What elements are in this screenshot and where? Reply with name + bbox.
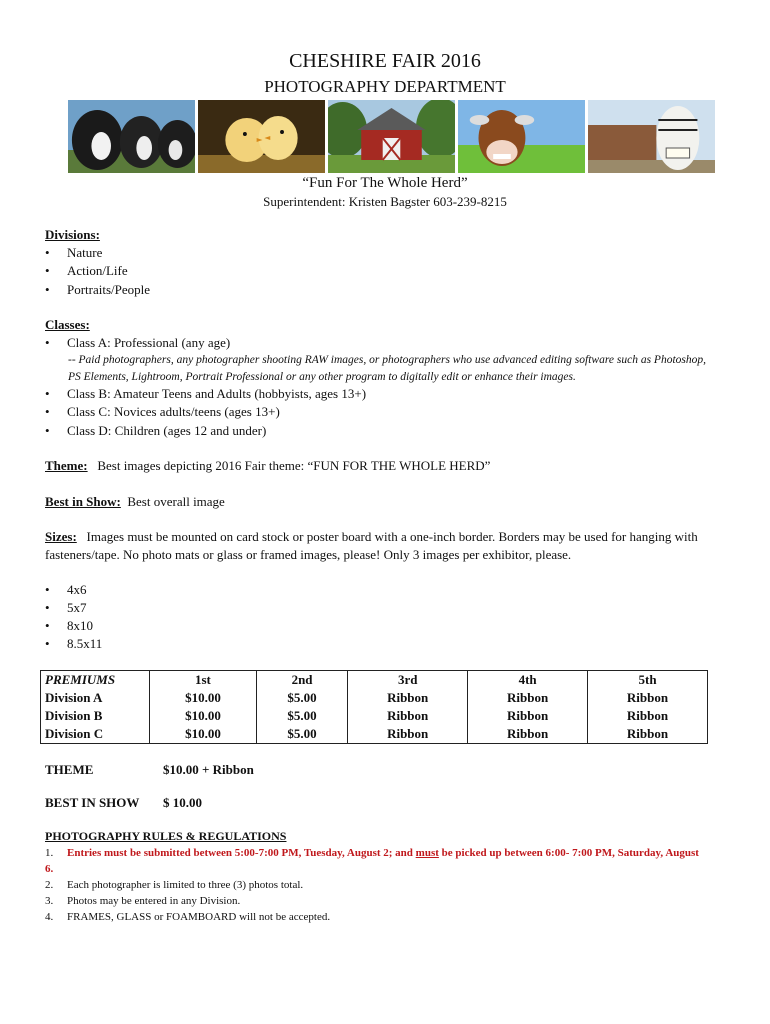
best-in-show-paragraph: Best in Show: Best overall image [45, 494, 225, 509]
table-cell: Division B [41, 707, 150, 725]
table-cell: Division A [41, 689, 150, 707]
chicks-photo [198, 100, 325, 173]
page-subtitle: PHOTOGRAPHY DEPARTMENT [264, 77, 506, 96]
bullet-icon: • [45, 423, 50, 438]
list-item: • Nature [45, 245, 103, 260]
table-header-row [41, 671, 708, 690]
table-cell: $10.00 [150, 725, 257, 744]
table-header-cell: 2nd [256, 671, 347, 690]
bullet-icon: • [45, 582, 50, 597]
divisions-heading: Divisions: [45, 227, 100, 242]
rule-item: 4. FRAMES, GLASS or FOAMBOARD will not be accepted. [45, 911, 331, 923]
theme-premium-value: $10.00 + Ribbon [163, 762, 254, 777]
table-header-cell: 5th [588, 671, 708, 690]
rule-item: 2. Each photographer is limited to three (3) photos total. [45, 879, 304, 891]
class-a-note: -- Paid photographers, any photographer shooting RAW images, or photographers who use advanced editing software such as Photoshop, PS Elements, Lightroom, Portrait Professional or any other program to digitally edit or enhance their images. [68, 354, 706, 383]
table-cell: Ribbon [468, 689, 588, 707]
bullet-icon: • [45, 618, 50, 633]
table-cell: Ribbon [348, 725, 468, 744]
table-row [41, 707, 708, 725]
list-item: • 8x10 [45, 618, 93, 633]
list-item: • Class D: Children (ages 12 and under) [45, 423, 267, 438]
page-title: CHESHIRE FAIR 2016 [289, 50, 481, 72]
red-barn-photo [328, 100, 455, 173]
rule-item: 3. Photos may be entered in any Division. [45, 895, 241, 907]
bullet-icon: • [45, 600, 50, 615]
list-item: • Class A: Professional (any age) [45, 335, 231, 350]
table-cell: Ribbon [348, 707, 468, 725]
bullet-icon: • [45, 245, 50, 260]
bullet-icon: • [45, 386, 50, 401]
table-cell: Ribbon [348, 689, 468, 707]
rules-heading: PHOTOGRAPHY RULES & REGULATIONS [45, 829, 287, 843]
table-header-cell: 4th [468, 671, 588, 690]
best-in-show-label: Best in Show: [45, 494, 121, 509]
cows-photo [68, 100, 195, 173]
bullet-icon: • [45, 335, 50, 350]
superintendent-info: Superintendent: Kristen Bagster 603-239-8215 [263, 194, 507, 209]
table-header-cell: PREMIUMS [41, 671, 150, 690]
horse-photo [588, 100, 715, 173]
premiums-table [40, 670, 708, 744]
tagline: “Fun For The Whole Herd” [302, 175, 468, 191]
table-cell: Ribbon [588, 689, 708, 707]
bullet-icon: • [45, 404, 50, 419]
table-row [41, 725, 708, 744]
table-cell: $5.00 [256, 725, 347, 744]
table-cell: Ribbon [468, 707, 588, 725]
theme-label: Theme: [45, 458, 88, 473]
list-item: • 4x6 [45, 582, 87, 597]
table-row [41, 689, 708, 707]
bullet-icon: • [45, 263, 50, 278]
table-cell: Ribbon [588, 725, 708, 744]
classes-heading: Classes: [45, 317, 90, 332]
list-item: • Portraits/People [45, 282, 151, 297]
photo-banner [68, 100, 715, 173]
table-header-cell: 3rd [348, 671, 468, 690]
list-item: • 8.5x11 [45, 636, 103, 651]
table-cell: Division C [41, 725, 150, 744]
list-item: • 5x7 [45, 600, 87, 615]
theme-paragraph: Theme: Best images depicting 2016 Fair theme: “FUN FOR THE WHOLE HERD” [45, 458, 491, 473]
bullet-icon: • [45, 636, 50, 651]
bullet-icon: • [45, 282, 50, 297]
smiling-cow-photo [458, 100, 585, 173]
list-item: • Action/Life [45, 263, 128, 278]
table-cell: $10.00 [150, 707, 257, 725]
table-cell: Ribbon [468, 725, 588, 744]
theme-premium-label: THEME [45, 762, 94, 777]
table-cell: Ribbon [588, 707, 708, 725]
best-in-show-premium-label: BEST IN SHOW [45, 795, 140, 810]
best-in-show-premium-value: $ 10.00 [163, 795, 202, 810]
list-item: • Class C: Novices adults/teens (ages 13+) [45, 404, 280, 419]
table-cell: $5.00 [256, 689, 347, 707]
list-item: • Class B: Amateur Teens and Adults (hobbyists, ages 13+) [45, 386, 367, 401]
sizes-paragraph: Sizes: Images must be mounted on card stock or poster board with a one-inch border. Borders may be used for hanging with fasteners/tape. No photo mats or glass or framed images, please! Only 3 images per exhibitor, please. [45, 529, 698, 562]
table-header-cell: 1st [150, 671, 257, 690]
table-cell: $10.00 [150, 689, 257, 707]
sizes-label: Sizes: [45, 529, 77, 544]
rule-item: 1. Entries must be submitted between 5:00-7:00 PM, Tuesday, August 2; and must be picked up between 6:00- 7:00 PM, Saturday, August 6. [45, 847, 699, 875]
table-cell: $5.00 [256, 707, 347, 725]
